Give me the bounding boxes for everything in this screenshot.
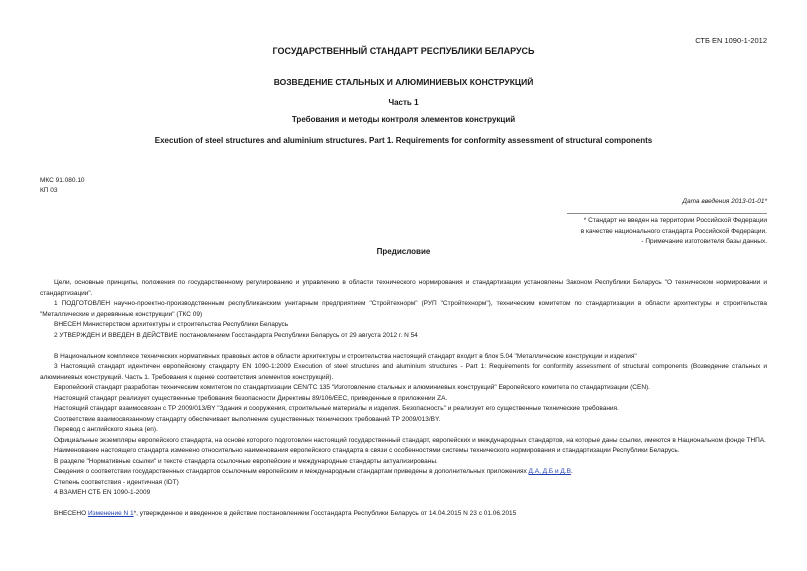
paragraph-text: *, утвержденное и введенное в действие постановлением Госстандарта Республики Беларусь от 14.04.2015 N 23 с 01.06.2015 [133, 510, 517, 517]
document-title: ВОЗВЕДЕНИЕ СТАЛЬНЫХ И АЛЮМИНИЕВЫХ КОНСТРУКЦИЙ [273, 77, 534, 87]
paragraph-text: Сведения о соответствии государственных стандартов ссылочным европейским и международным стандартам приведены в дополнительных приложениях [54, 468, 529, 475]
paragraph: Наименование настоящего стандарта изменено относительно наименования европейского стандарта в связи с особенностями системы технического нормирования и стандартизации Республики Беларусь. [54, 447, 680, 454]
paragraph: Официальные экземпляры европейского стандарта, на основе которого подготовлен настоящий государственный стандарт, европейских и международных стандартов, на которые даны ссылки, имеются в Национальном фонде ТНПА. [54, 436, 766, 444]
paragraph: 1 ПОДГОТОВЛЕН научно-проектно-производственным республиканским унитарным предприятием "Стройтехнорм" (РУП "Стройтехнорм"), техническим комитетом по стандартизации в области архитектуры и строительства "Металлические и деревянные конструкции" (ТКС 09) [40, 300, 767, 318]
paragraph-text: . [570, 468, 573, 475]
paragraph: Настоящий стандарт реализует существенные требования безопасности Директивы 89/106/ЕЕС, приведенные в приложении ZA. [54, 394, 448, 402]
document-part: Часть 1 [388, 98, 419, 107]
paragraph: Европейский стандарт разработан техническим комитетом по стандартизации CEN/TC 135 "Изготовление стальных и алюминиевых конструкций" Европейского комитета по стандартизации (CEN). [54, 384, 650, 391]
foreword-heading: Предисловие [376, 247, 431, 256]
paragraph: 4 ВЗАМЕН СТБ EN 1090-1-2009 [54, 489, 151, 496]
note-line: * Стандарт не введен на территории Российской Федерации [583, 217, 767, 224]
mks-code: МКС 91.080.10 [40, 177, 85, 184]
note-line: в качестве национального стандарта Российской Федерации. [580, 227, 767, 235]
document-code: СТБ EN 1090-1-2012 [695, 36, 767, 45]
appendix-link[interactable]: Д.А, Д.Б и Д.В [528, 468, 571, 475]
database-note [507, 216, 767, 248]
kp-code: КП 03 [40, 187, 58, 194]
paragraph: ВНЕСЕН Министерством архитектуры и строительства Республики Беларусь [54, 321, 289, 328]
note-divider [567, 213, 767, 214]
paragraph: Соответствие взаимосвязанному стандарту обеспечивает выполнение существенных технических требований ТР 2009/013/BY. [54, 415, 441, 423]
note-line: - Примечание изготовителя базы данных. [641, 238, 767, 245]
paragraph [40, 467, 767, 478]
paragraph: Настоящий стандарт взаимосвязан с ТР 2009/013/BY "Здания и сооружения, строительные материалы и изделия. Безопасность" и реализует его существенные технические требования. [54, 405, 619, 412]
paragraph-text: ВНЕСЕНО [54, 510, 88, 517]
foreword-body [40, 278, 767, 520]
amendment-link[interactable]: Изменение N 1 [87, 510, 134, 517]
paragraph: Степень соответствия - идентичная (IDT) [54, 478, 179, 486]
classifier-block [40, 176, 85, 196]
paragraph: В разделе "Нормативные ссылки" и тексте стандарта ссылочные европейские и международные стандарты актуализированы. [54, 457, 438, 465]
paragraph [40, 509, 767, 520]
english-title: Execution of steel structures and aluminium structures. Part 1. Requirements for conformity assessment of structural components [154, 136, 653, 145]
document-subtitle: Требования и методы контроля элементов конструкций [291, 115, 516, 124]
paragraph: 2 УТВЕРЖДЕН И ВВЕДЕН В ДЕЙСТВИЕ постановлением Госстандарта Республики Беларусь от 29 августа 2012 г. N 54 [54, 331, 418, 339]
state-standard-title: ГОСУДАРСТВЕННЫЙ СТАНДАРТ РЕСПУБЛИКИ БЕЛАРУСЬ [272, 46, 535, 56]
introduction-date: Дата введения 2013-01-01* [682, 198, 767, 205]
paragraph: В Национальном комплексе технических нормативных правовых актов в области архитектуры и строительства настоящий стандарт входит в блок 5.04 "Металлические конструкции и изделия" [54, 352, 637, 360]
paragraph: 3 Настоящий стандарт идентичен европейскому стандарту EN 1090-1:2009 Execution of steel structures and aluminium structures - Part 1: Requirements for conformity assessment of structural components (Возведение стальных и алюминиевых конструкций. Часть 1. Требования к оценке соответствия элементов конструкций). [40, 363, 767, 381]
paragraph: Цели, основные принципы, положения по государственному регулированию и управлению в области технического нормирования и стандартизации установлены Законом Республики Беларусь "О техническом нормировании и стандартизации". [40, 279, 767, 297]
paragraph: Перевод с английского языка (en). [54, 426, 158, 433]
